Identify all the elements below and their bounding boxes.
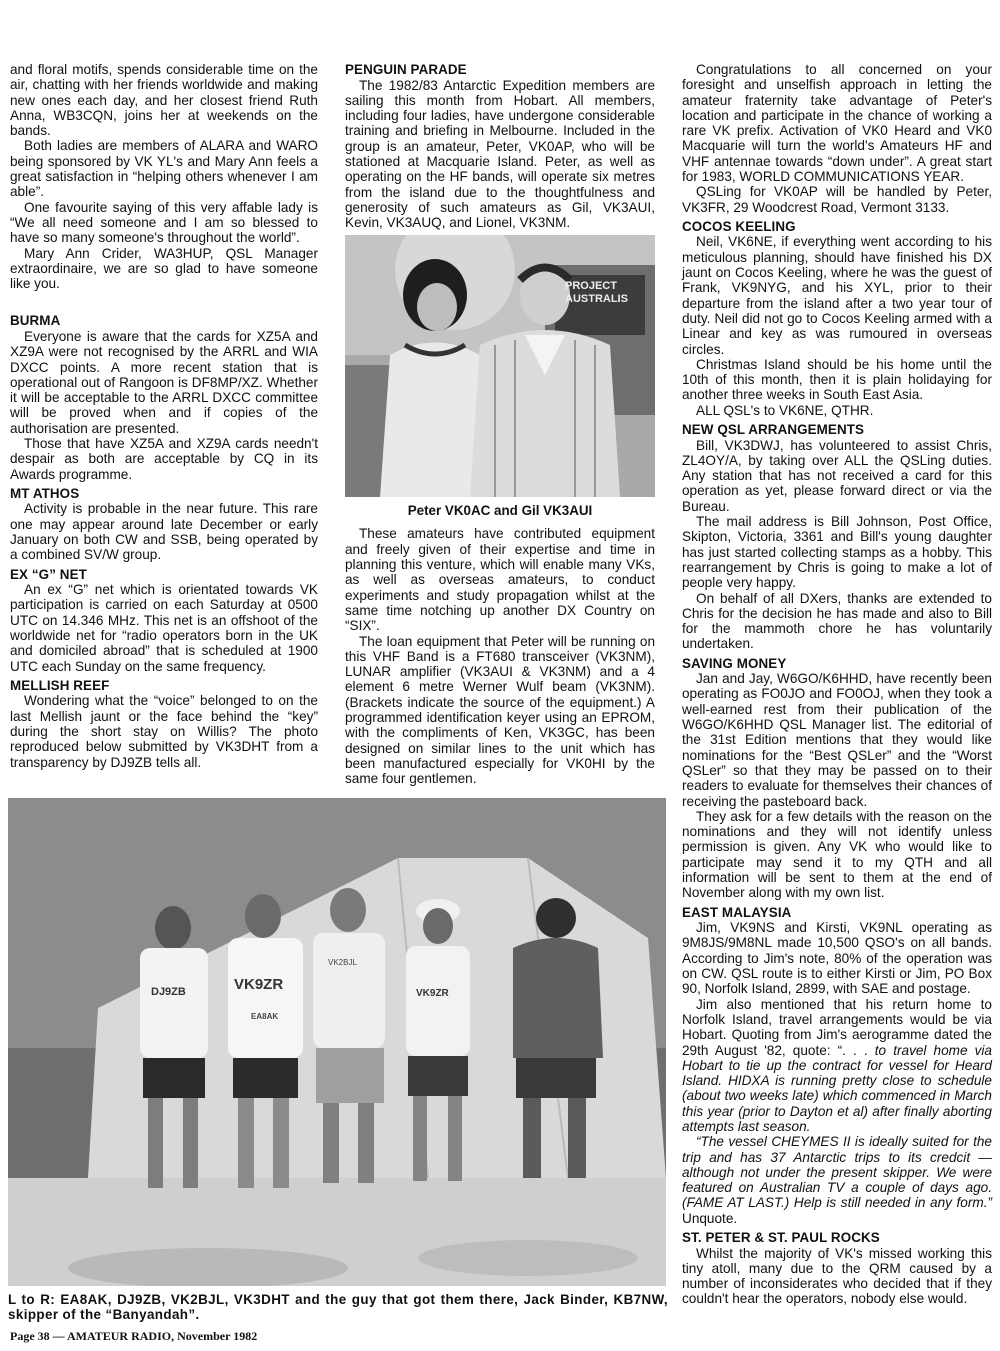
section-heading-ex-g-net: EX “G” NET [10,566,87,582]
shirt-label-1: DJ9ZB [151,986,186,998]
section-heading-mt-athos: MT ATHOS [10,485,80,501]
photo-caption: Peter VK0AC and Gil VK3AUI [407,503,593,519]
paragraph: An ex “G” net which is orientated towards VK participation is carried on each Saturday at 0500 UTC on 14.346 MHz. This net is an offshoot of the worldwide net for “radio operators born in the UK and domiciled abroad” that is scheduled at 1900 UTC each Sunday on the same frequency. [10,582,318,674]
paragraph: Everyone is aware that the cards for XZ5A and XZ9A were not recognised by the ARRL and WIA DXCC points. A more recent station that is operational out of Rangoon is DF8MP/XZ. Whether it will be acceptable to the ARRL DXCC committee will be proved when and if copies of the authorisation are presented. [10,328,318,436]
section-heading-saving-money: SAVING MONEY [682,655,787,671]
paragraph [682,997,992,1135]
paragraph: The 1982/83 Antarctic Expedition members are sailing this month from Hobart. All members, including four ladies, have undergone considerable training and briefing in Melbourne. Included in the group is an amateur, Peter, VK0AP, who will be stationed at Macquarie Island. Peter, as well as operating on the HF bands, will operate six metres from the island due to the thoughtfulness and generosity of such amateurs as Gil, VK3AUI, Kevin, VK3AUQ, and Lionel, VK3NM. [345,77,655,231]
paragraph: Those that have XZ5A and XZ9A cards needn't despair as both are acceptable by CQ in its Awards programme. [10,436,318,482]
paragraph: Jan and Jay, W6GO/K6HHD, have recently been operating as FO0JO and FO0OJ, when they took a well-earned rest from their publication of the W6GO/K6HHD QSL Manager list. The editorial of the 31st Edition mentions that they would like nominations for the “Best QSLer” and the “Worst QSLer” so that they may be passed on to their readers to evaluate for themselves their chances of receiving the pasteboard back. [682,671,992,809]
paragraph: Both ladies are members of ALARA and WARO being sponsored by VK YL's and Mary Ann feels a great satisfaction in “helping others whenever I am able”. [10,138,318,200]
paragraph [682,1134,992,1226]
paragraph: Jim, VK9NS and Kirsti, VK9NL operating as 9M8JS/9M8NL made 10,500 QSO's on all bands. According to Jim's note, 80% of the operation was on CW. QSL route is to either Kirsti or Jim, PO Box 90, Norfolk Island, 2899, with SAE and postage. [682,920,992,997]
paragraph: Christmas Island should be his home until the 10th of this month, then it is plain holidaying for another three weeks in South East Asia. [682,356,992,403]
paragraph: and floral motifs, spends considerable time on the air, chatting with her friends worldwide and making new ones each day, and her closest friend Ruth Anna, WB3CQN, joins her at weekends on the bands. [10,62,318,139]
section-heading-burma: BURMA [10,313,61,329]
paragraph: Activity is probable in the near future. This rare one may appear around late December or early January on both CW and SSB, being operated by a combined SV/W group. [10,501,318,563]
paragraph: Congratulations to all concerned on your foresight and unselfish approach in letting the amateur fraternity take advantage of Peter's location and participate in the chance of working a rare VK prefix. Activation of VK0 Heard and VK0 Macquarie will turn the world's Amateurs HF and VHF antennae towards “down under”. A great start for 1983, WORLD COMMUNICATIONS YEAR. [682,62,992,185]
paragraph: These amateurs have contributed equipment and freely given of their expertise and time in planning this venture, which will enable many VKs, as well as overseas amateurs, to conduct experiments and study propagation whilst at the same time notching up another DX Country on “SIX”. [345,526,655,634]
paragraph: ALL QSL's to VK6NE, QTHR. [696,402,874,418]
paragraph: QSLing for VK0AP will be handled by Peter, VK3FR, 29 Woodcrest Road, Vermont 3133. [682,184,992,215]
column-middle [345,62,655,787]
paragraph: Wondering what the “voice” belonged to on the last Mellish jaunt or the face behind the “key” during the short stay on Willis? The photo reproduced below submitted by VK3DHT from a transparency by DJ9ZB tells all. [10,693,318,770]
paragraph: The mail address is Bill Johnson, Post Office, Skipton, Victoria, 3361 and Bill's young daughter has just started collecting stamps as a hobby. This rearrangement by Chris is going to make a lot of people very happy. [682,514,992,591]
column-left [10,62,318,770]
shirt-label-2-sub: EA8AK [251,1012,279,1021]
expedition-photo-image [345,235,655,497]
column-right [682,62,992,1307]
quote-end: Unquote. [682,1210,738,1226]
section-heading-mellish-reef: MELLISH REEF [10,677,110,693]
quote-italic: to travel home via Hobart to tie up the contract for vessel for Heard Island. HIDXA is running pretty close to schedule (about two weeks late) which commenced in March this year (prior to Dayton et al) after finally aborting attempts last season. [682,1042,992,1134]
group-photo [8,798,666,1286]
group-photo-caption: L to R: EA8AK, DJ9ZB, VK2BJL, VK3DHT and the guy that got them there, Jack Binder, KB7NW, skipper of the “Banyandah”. [8,1292,668,1322]
shirt-label-3: VK2BJL [328,958,357,967]
shirt-label-4: VK9ZR [416,988,449,999]
quote-lead: Jim also mentioned that his return home to Norfolk Island, travel arrangements would be via Hobart. Quoting from Jim's aerogramme dated the 29th August '82, quote: “. . . [682,996,992,1058]
paragraph: The loan equipment that Peter will be running on this VHF Band is a FT680 transceiver (VK3NM), LUNAR amplifier (VK3AUI & VK3NM) and a 4 element 6 metre Werner Wulf beam (VK3NM). (Brackets indicate the source of the equipment.) A programmed identification keyer using an EPROM, with the compliments of Ken, VK3GC, has been designed on similar lines to the unit which has been manufactured especially for VK0HI by the same four gentlemen. [345,633,655,787]
paragraph: Mary Ann Crider, WA3HUP, QSL Manager extraordinaire, we are so glad to have someone like you. [10,245,318,292]
expedition-photo [345,235,655,497]
paragraph: Bill, VK3DWJ, has volunteered to assist Chris, ZL4OY/A, by taking over ALL the QSLing duties. Any station that has not received a card for this operation as yet, please forward direct or via the Bureau. [682,437,992,514]
section-heading-penguin-parade: PENGUIN PARADE [345,62,467,77]
photo-sign-text: PROJECT AUSTRALIS [565,280,628,306]
paragraph: Whilst the majority of VK's missed working this tiny atoll, many due to the QRM caused by a number of inconsiderates who decided that if they couldn't hear the operators, nobody else would. [682,1245,992,1307]
section-heading-cocos-keeling: COCOS KEELING [682,218,796,234]
paragraph: One favourite saying of this very affable lady is “We all need someone and I am so blessed to have so many someone's throughout the world”. [10,199,318,246]
group-photo-image [8,798,666,1286]
shirt-label-2: VK9ZR [234,976,284,993]
section-heading-east-malaysia: EAST MALAYSIA [682,904,792,920]
section-heading-st-peter-st-paul-rocks: ST. PETER & ST. PAUL ROCKS [682,1230,880,1246]
paragraph: They ask for a few details with the reason on the nominations and they will not identify unless permission is given. Any VK who would like to participate may send it to my QTH and all information will be sent to them at the end of November along with my own list. [682,808,992,901]
section-heading-new-qsl-arrangements: NEW QSL ARRANGEMENTS [682,422,865,438]
paragraph: Neil, VK6NE, if everything went according to his meticulous planning, should have finished his DX jaunt on Cocos Keeling, where he was the guest of Frank, VK9NYG, and his XYL, prior to their departure from the island after a two year tour of duty. Neil did not go to Cocos Keeling armed with a Linear and key as was rumoured in overseas circles. [682,234,992,357]
quote-italic: “The vessel CHEYMES II is ideally suited for the trip and has 37 Antarctic trips to its credcit — although not under the present skipper. We were featured on Australian TV a couple of days ago. (FAME AT LAST.) Help is still needed in any form.” [682,1134,992,1211]
page-footer: Page 38 — AMATEUR RADIO, November 1982 [10,1329,258,1343]
paragraph: On behalf of all DXers, thanks are extended to Chris for the decision he has made and also to Bill for the mammoth chore he has voluntarily undertaken. [682,590,992,652]
